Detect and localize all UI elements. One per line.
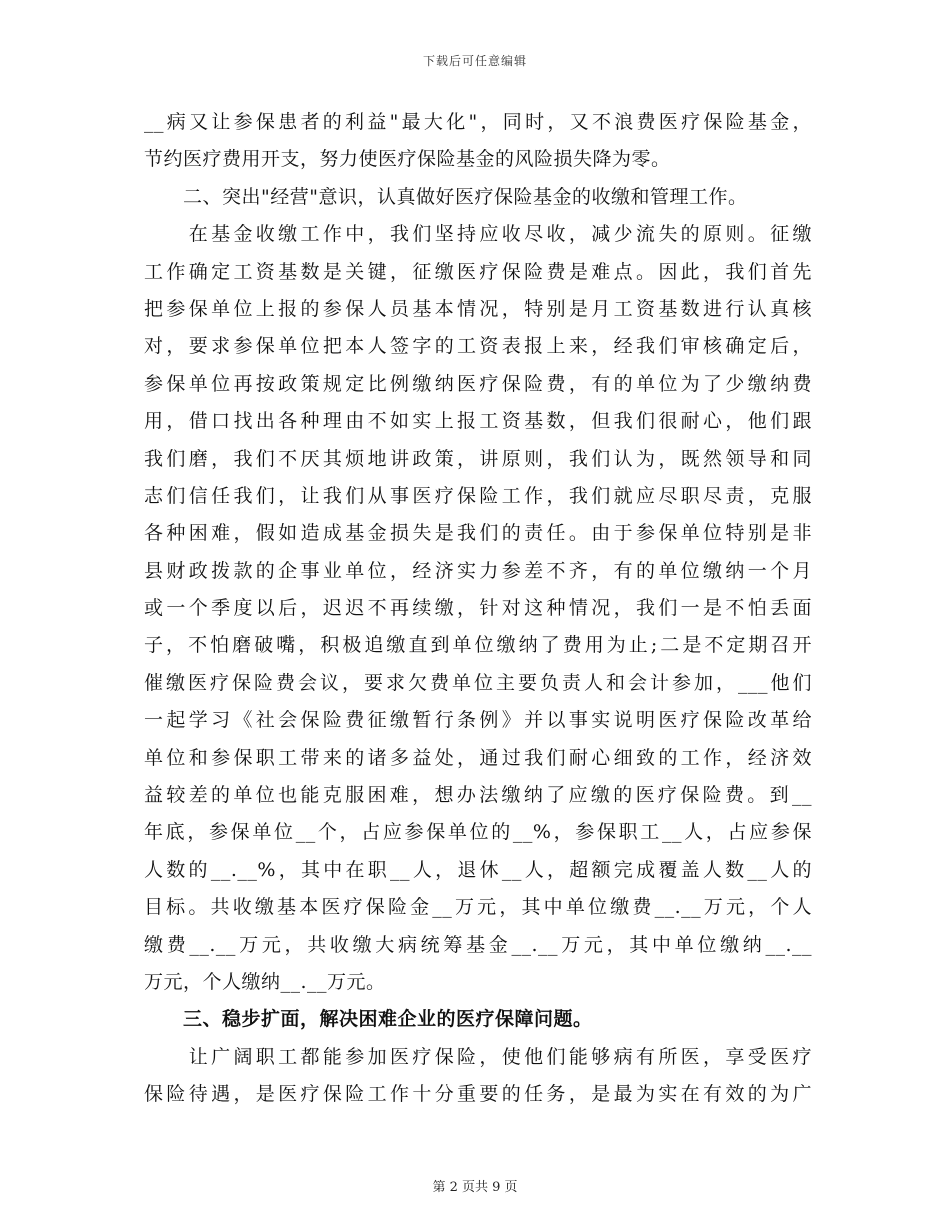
body-line: 用，借口找出各种理由不如实上报工资基数，但我们很耐心，他们跟	[144, 410, 812, 433]
body-line: 县财政拨款的企事业单位，经济实力参差不齐，有的单位缴纳一个月	[144, 559, 812, 582]
body-line: __病又让参保患者的利益"最大化"，同时，又不浪费医疗保险基金，	[144, 111, 812, 133]
body-line: 年底，参保单位__个，占应参保单位的__%，参保职工__人，占应参保	[144, 821, 812, 844]
body-line: 子，不怕磨破嘴，积极追缴直到单位缴纳了费用为止;二是不定期召开	[144, 634, 812, 657]
body-line: 催缴医疗保险费会议，要求欠费单位主要负责人和会计参加，___他们	[144, 671, 812, 694]
body-line: 参保单位再按政策规定比例缴纳医疗保险费，有的单位为了少缴纳费	[144, 372, 812, 395]
body-line: 志们信任我们，让我们从事医疗保险工作，我们就应尽职尽责，克服	[144, 484, 812, 507]
body-line: 一起学习《社会保险费征缴暂行条例》并以事实说明医疗保险改革给	[144, 709, 812, 732]
body-line: 缴费__.__万元，共收缴大病统筹基金__.__万元，其中单位缴纳__.__	[144, 933, 812, 956]
body-line: 保险待遇，是医疗保险工作十分重要的任务，是最为实在有效的为广	[144, 1083, 812, 1106]
body-line: 单位和参保职工带来的诸多益处，通过我们耐心细致的工作，经济效	[144, 746, 812, 769]
body-line: 各种困难，假如造成基金损失是我们的责任。由于参保单位特别是非	[144, 522, 812, 545]
body-line: 把参保单位上报的参保人员基本情况，特别是月工资基数进行认真核	[144, 297, 812, 320]
body-line: 节约医疗费用开支，努力使医疗保险基金的风险损失降为零。	[144, 148, 671, 171]
body-line: 或一个季度以后，迟迟不再续缴，针对这种情况，我们一是不怕丢面	[144, 597, 812, 620]
body-line: 益较差的单位也能克服困难，想办法缴纳了应缴的医疗保险费。到__	[144, 784, 812, 807]
body-line: 我们磨，我们不厌其烦地讲政策，讲原则，我们认为，既然领导和同	[144, 447, 812, 470]
body-line: 对，要求参保单位把本人签字的工资表报上来，经我们审核确定后，	[144, 335, 812, 358]
body-line: 在基金收缴工作中，我们坚持应收尽收，减少流失的原则。征缴	[144, 223, 812, 246]
document-body	[144, 104, 812, 1114]
section-heading: 二、突出"经营"意识，认真做好医疗保险基金的收缴和管理工作。	[144, 185, 748, 208]
body-line: 目标。共收缴基本医疗保险金__万元，其中单位缴费__.__万元，个人	[144, 896, 812, 919]
page-header: 下载后可任意编辑	[422, 54, 527, 68]
page-number: 第 2 页共 9 页	[432, 1180, 518, 1195]
body-line: 工作确定工资基数是关键，征缴医疗保险费是难点。因此，我们首先	[144, 260, 812, 283]
section-heading: 三、稳步扩面，解决困难企业的医疗保障问题。	[144, 1008, 593, 1031]
body-line: 人数的__.__%，其中在职__人，退休__人，超额完成覆盖人数__人的	[144, 858, 812, 881]
body-line: 让广阔职工都能参加医疗保险，使他们能够病有所医，享受医疗	[144, 1045, 812, 1068]
body-line: 万元，个人缴纳__.__万元。	[144, 970, 386, 993]
